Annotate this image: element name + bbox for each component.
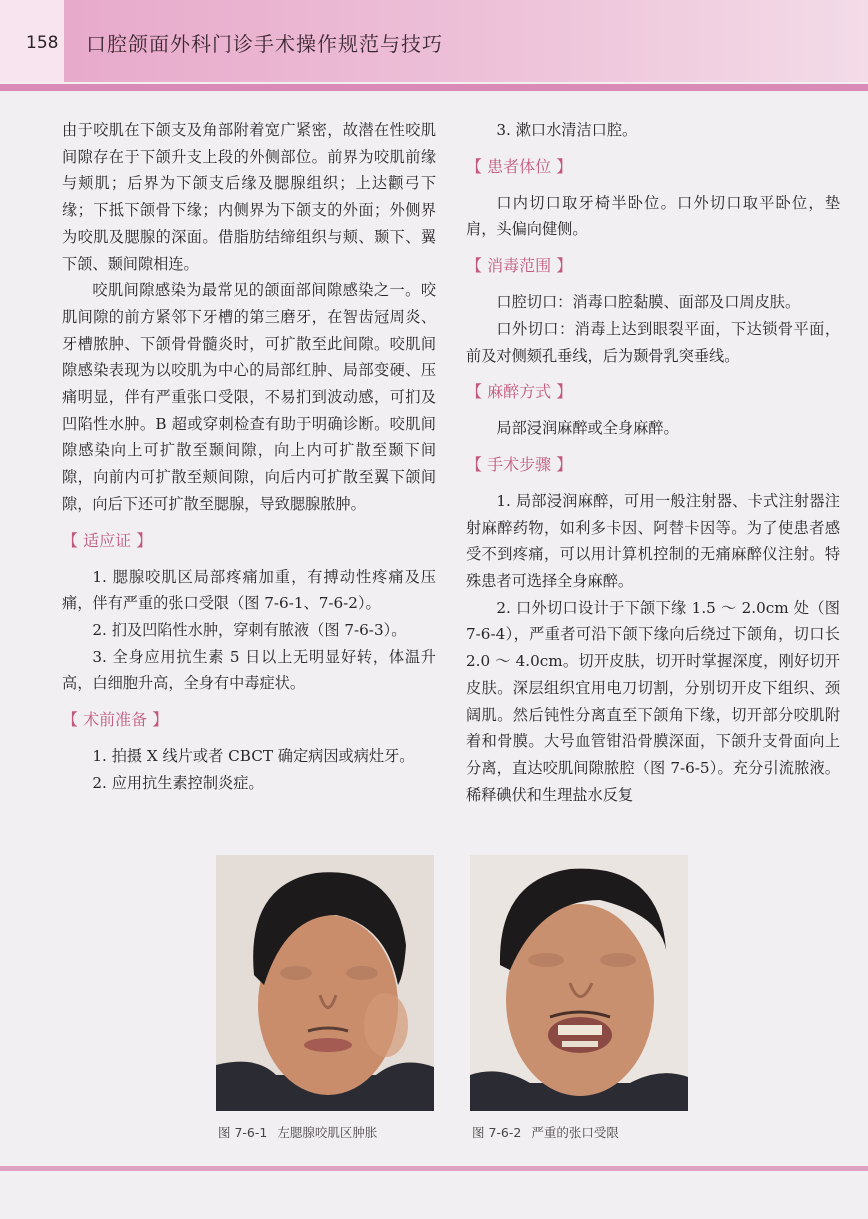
indication-item: 3. 全身应用抗生素 5 日以上无明显好转，体温升高，白细胞升高，全身有中毒症状。 (62, 647, 436, 693)
figure-caption-text: 左腮腺咬肌区肿胀 (277, 1125, 378, 1140)
prep-item: 3. 漱口水清洁口腔。 (496, 121, 638, 139)
section-heading-position: 【 患者体位 】 (466, 156, 573, 176)
figure-photo-swelling (216, 855, 434, 1111)
figure-label: 图 7-6-1 (218, 1125, 268, 1140)
footer-rule (0, 1166, 868, 1171)
paragraph-infection: 咬肌间隙感染为最常见的颌面部间隙感染之一。咬肌间隙的前方紧邻下牙槽的第三磨牙，在智齿冠周炎、牙槽脓肿、下颌骨骨髓炎时，可扩散至此间隙。咬肌间隙感染表现为以咬肌为中心的局部红肿、局部变硬、压痛明显，伴有严重张口受限，不易扪到波动感，可扪及凹陷性水肿。B 超或穿刺检查有助于明确诊断。咬肌间隙感染向上可扩散至颞间隙，向上内可扩散至颞下间隙，向前内可扩散至颊间隙，向后内可扩散至翼下颌间隙，向后下还可扩散至腮腺，导致腮腺脓肿。 (62, 281, 436, 513)
disinfection-item: 口外切口：消毒上达到眼裂平面，下达锁骨平面，前及对侧颏孔垂线，后为颞骨乳突垂线。 (466, 319, 840, 365)
patient-face-image (470, 855, 688, 1111)
indication-item: 1. 腮腺咬肌区局部疼痛加重，有搏动性疼痛及压痛，伴有严重的张口受限（图 7-6-1、7-6-2）。 (62, 567, 436, 613)
figure-caption-text: 严重的张口受限 (531, 1125, 619, 1140)
left-column (62, 117, 436, 796)
page-header (0, 0, 868, 82)
section-heading-disinfection: 【 消毒范围 】 (466, 256, 573, 276)
figure-caption (218, 1123, 377, 1141)
position-text: 口内切口取牙椅半卧位。口外切口取平卧位，垫肩，头偏向健侧。 (466, 193, 840, 239)
book-title: 口腔颌面外科门诊手术操作规范与技巧 (86, 32, 443, 56)
section-heading-steps: 【 手术步骤 】 (466, 454, 573, 474)
anesthesia-text: 局部浸润麻醉或全身麻醉。 (496, 419, 679, 438)
patient-face-image (216, 855, 434, 1111)
header-rule (0, 84, 868, 91)
step-item: 1. 局部浸润麻醉，可用一般注射器、卡式注射器注射麻醉药物，如利多卡因、阿替卡因等。为了使患者感受不到疼痛，可以用计算机控制的无痛麻醉仪注射。特殊患者可选择全身麻醉。 (466, 491, 840, 591)
figure-caption (472, 1123, 619, 1141)
disinfection-item: 口腔切口：消毒口腔黏膜、面部及口周皮肤。 (496, 293, 801, 312)
figure-label: 图 7-6-2 (472, 1125, 522, 1140)
section-heading-indications: 【 适应证 】 (62, 530, 153, 550)
right-column (466, 117, 840, 808)
indication-item: 2. 扪及凹陷性水肿，穿刺有脓液（图 7-6-3）。 (92, 620, 407, 639)
prep-item: 1. 拍摄 X 线片或者 CBCT 确定病因或病灶牙。 (92, 747, 415, 766)
paragraph-anatomy: 由于咬肌在下颌支及角部附着宽广紧密，故潜在性咬肌间隙存在于下颌升支上段的外侧部位。前界为咬肌前缘与颊肌；后界为下颌支后缘及腮腺组织；上达颧弓下缘；下抵下颌骨下缘；内侧界为下颌支的外面；外侧界为咬肌及腮腺的深面。借脂肪结缔组织与颊、颞下、翼下颌、颞间隙相连。 (62, 121, 436, 273)
page-number-box (0, 0, 64, 82)
page-number: 158 (26, 33, 59, 53)
step-item: 2. 口外切口设计于下颌下缘 1.5 ～ 2.0cm 处（图 7-6-4），严重者可沿下颌下缘向后绕过下颌角，切口长 2.0 ～ 4.0cm。切开皮肤，切开时掌握深度，刚好切开皮肤。深层组织宜用电刀切割，分别切开皮下组织、颈阔肌。然后钝性分离直至下颌角下缘，切开部分咬肌附着和骨膜。大号血管钳沿骨膜深面，下颌升支骨面向上分离，直达咬肌间隙脓腔（图 7-6-5）。充分引流脓液。稀释碘伏和生理盐水反复 (466, 598, 840, 804)
figure-photo-trismus (470, 855, 688, 1111)
section-heading-anesthesia: 【 麻醉方式 】 (466, 382, 573, 402)
prep-item: 2. 应用抗生素控制炎症。 (92, 773, 264, 792)
section-heading-preparation: 【 术前准备 】 (62, 710, 169, 730)
